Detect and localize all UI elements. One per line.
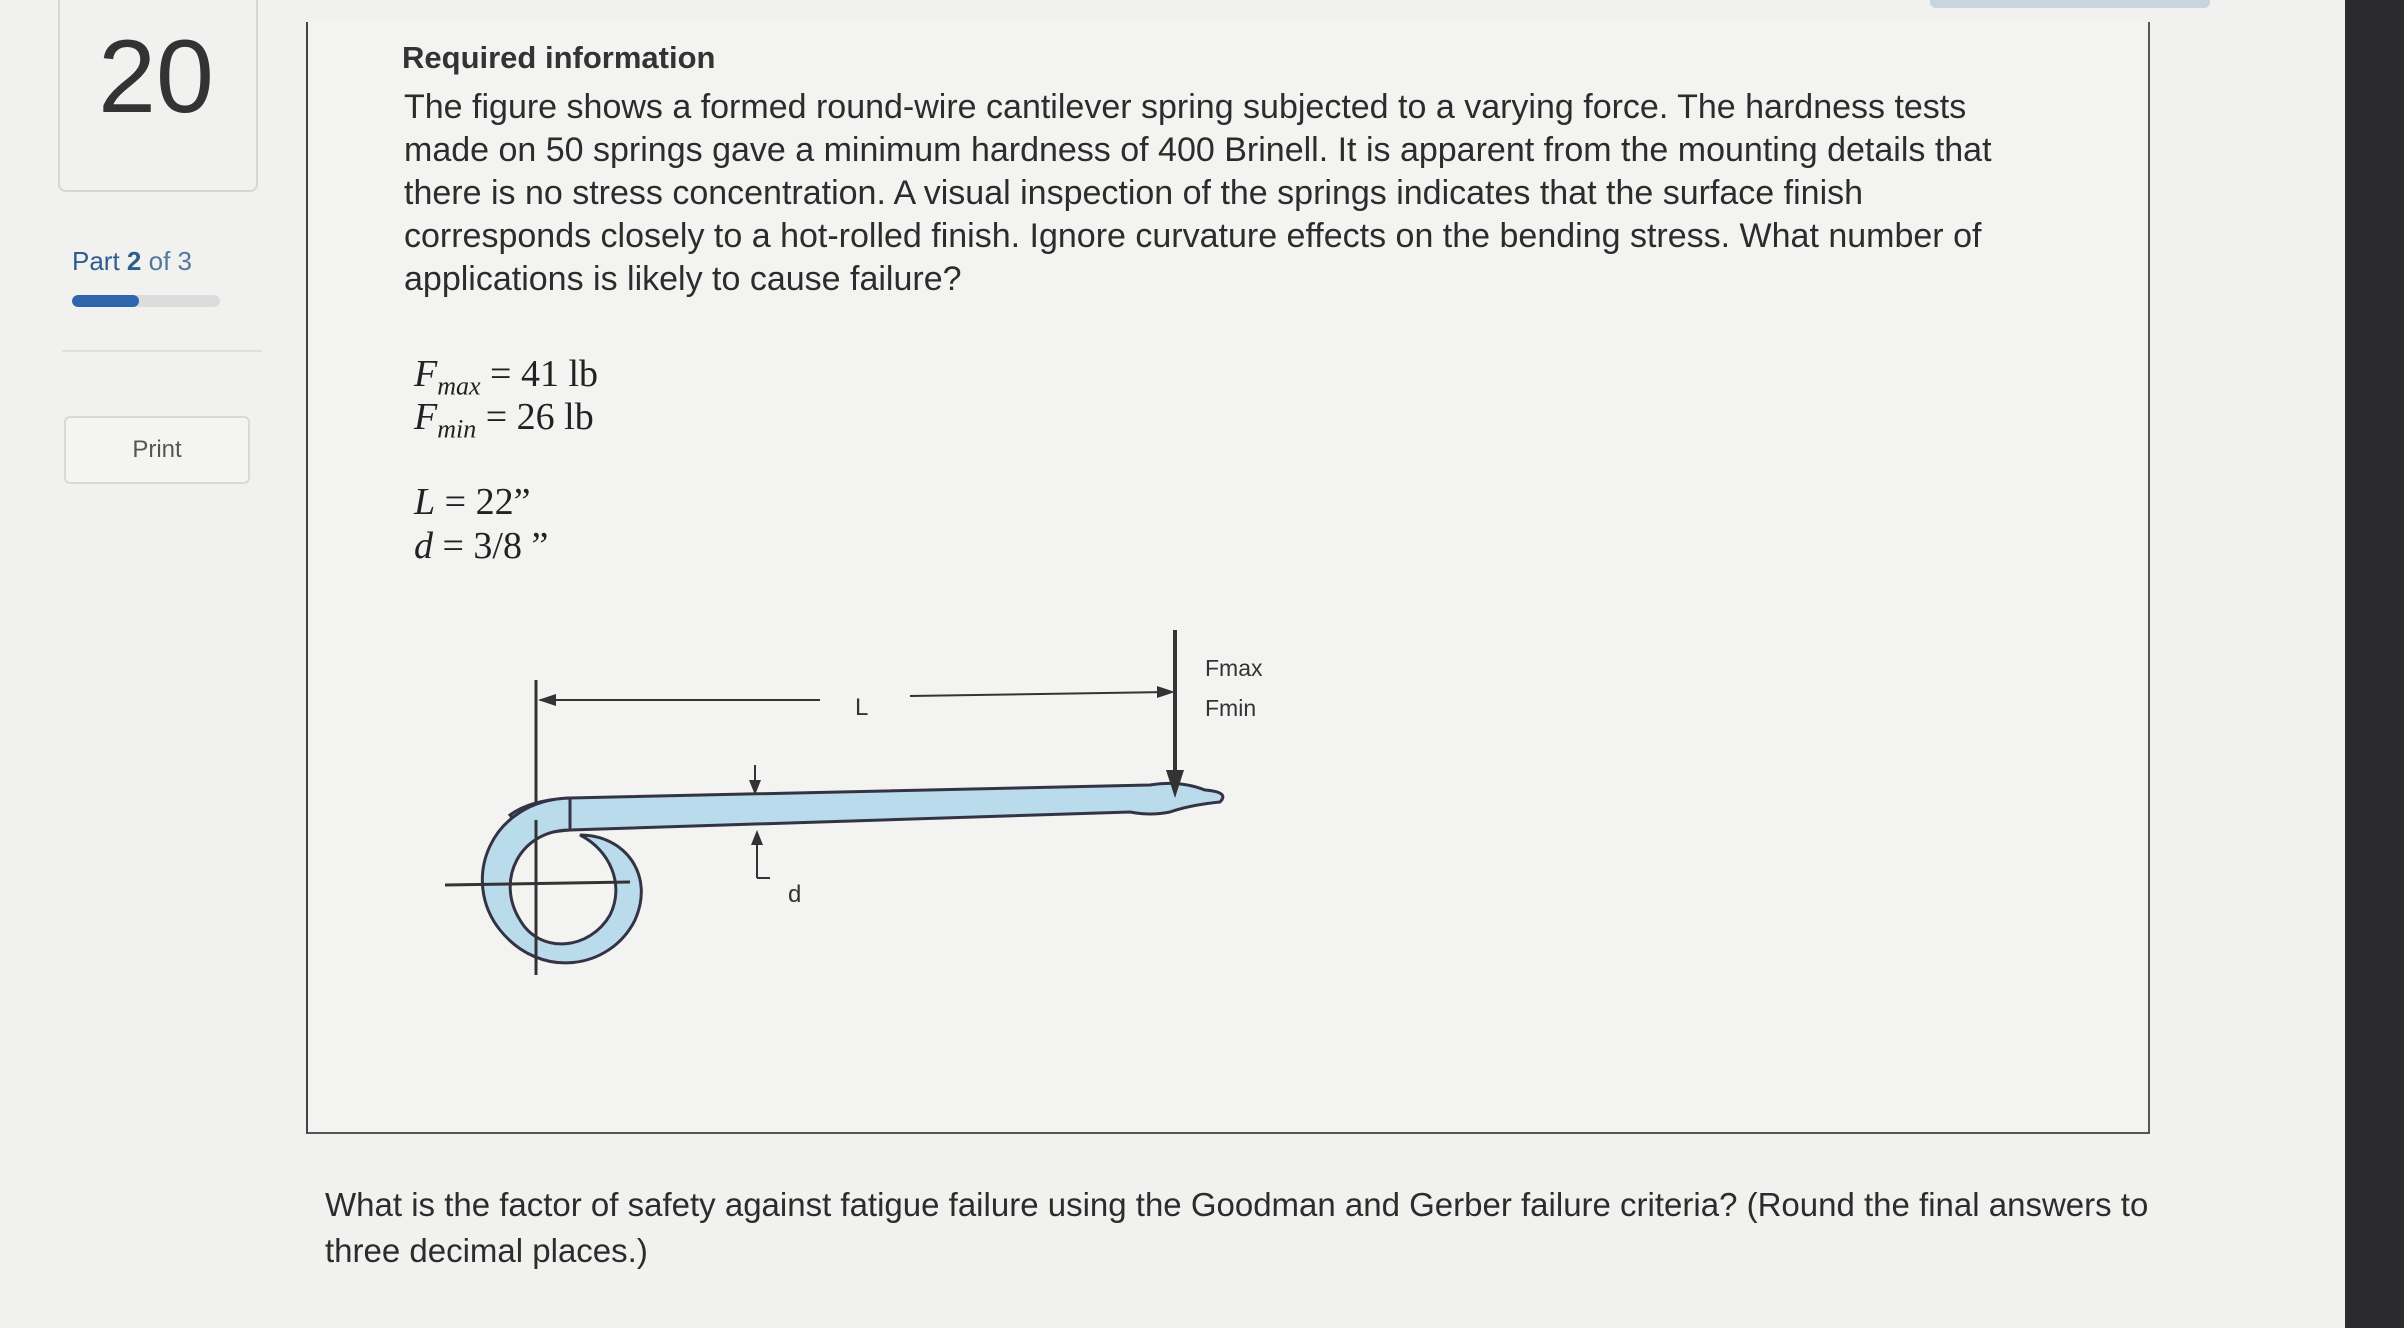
label-diameter: d [788,881,802,908]
length-value: = 22” [444,481,531,523]
length-dimension-right [910,692,1170,696]
question-number: 20 [98,19,214,135]
given-length [414,480,530,524]
fmin-subscript: min [437,414,477,444]
sidebar-divider [62,350,262,352]
diameter-arrow-bottom-icon [751,830,763,845]
diameter-value: = 3/8 ” [442,525,549,567]
label-fmax: Fmax [1205,655,1263,681]
label-fmin: Fmin [1205,695,1257,721]
top-tab[interactable] [1930,0,2210,8]
required-info-title: Required information [402,40,716,75]
part-progress-fill [72,295,139,307]
fmax-subscript: max [437,371,481,401]
screen-edge [2345,0,2404,1328]
part-word: Part [72,246,120,276]
cantilever-spring-figure [430,620,1310,990]
part-current: 2 [126,246,142,276]
fmin-value: = 26 lb [485,396,594,438]
given-diameter [414,524,548,568]
fmax-value: = 41 lb [490,353,599,395]
question-text: What is the factor of safety against fatigue failure using the Goodman and Gerber failure criteria? (Round the final answers to three decimal places.) [325,1186,2149,1269]
part-progress-bar [72,295,220,307]
spring-arm [510,783,1223,840]
length-arrow-left-icon [538,694,556,706]
fmin-symbol: F [414,396,438,438]
fmax-symbol: F [414,353,438,395]
length-arrow-right-icon [1157,686,1175,698]
problem-statement: The figure shows a formed round-wire cantilever spring subjected to a varying force. The hardness tests made on 50 springs gave a minimum hardness of 400 Brinell. It is apparent from the mounting details that there is no stress concentration. A visual inspection of the springs indicates that the surface finish corresponds closely to a hot-rolled finish. Ignore curvature effects on the bending stress. What number of applications is likely to cause failure? [404,88,1992,298]
length-symbol: L [414,481,436,523]
diameter-symbol: d [414,525,433,567]
part-indicator [72,246,192,277]
given-fmin [414,395,594,445]
print-button[interactable]: Print [64,416,250,484]
part-total: of 3 [148,246,192,276]
label-length: L [855,694,869,721]
